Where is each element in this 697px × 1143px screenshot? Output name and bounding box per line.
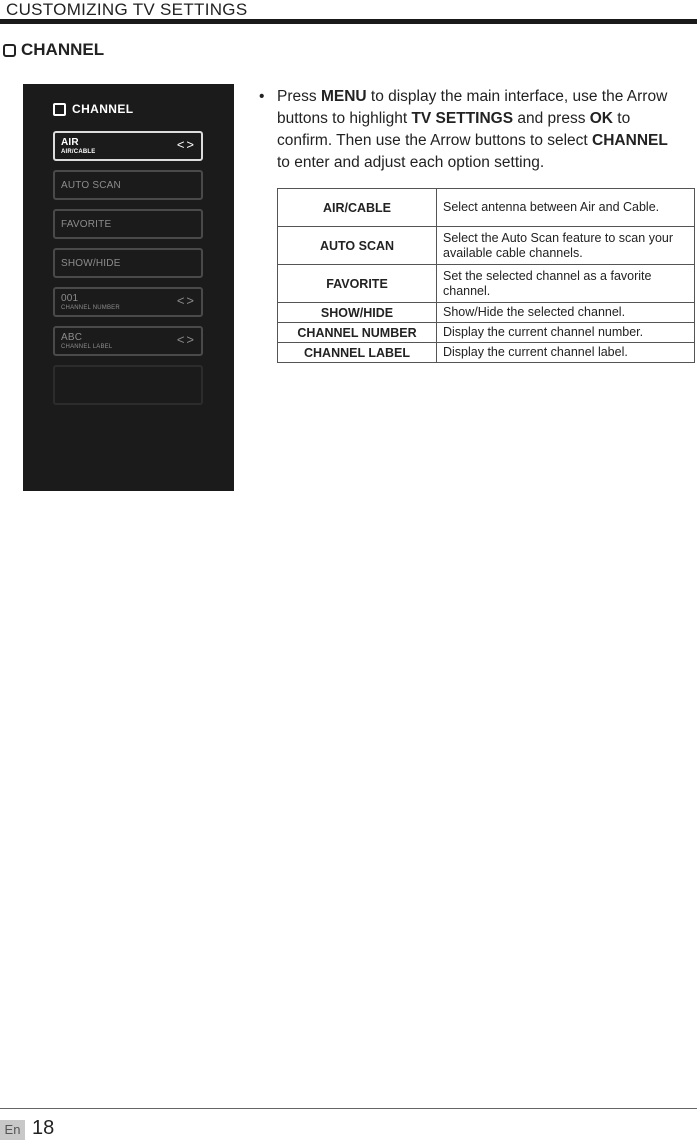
setting-name: AUTO SCAN: [278, 227, 437, 265]
page-number: 18: [32, 1117, 55, 1139]
settings-table: [277, 188, 695, 363]
instruction-segment: to confirm. Then use the Arrow buttons to select: [277, 110, 631, 149]
setting-description: Select the Auto Scan feature to scan your available cable channels.: [437, 227, 695, 265]
tv-menu-item-label: FAVORITE: [61, 219, 112, 230]
instruction-segment: Press: [277, 88, 321, 105]
section-heading: [3, 40, 104, 60]
setting-name: SHOW/HIDE: [278, 303, 437, 323]
tv-menu-screenshot: [23, 84, 234, 491]
setting-description: Show/Hide the selected channel.: [437, 303, 695, 323]
bullet: •: [259, 88, 265, 105]
tv-menu-title: [53, 102, 133, 116]
left-right-arrows-icon: <>: [176, 332, 196, 347]
tv-menu-item-label: CHANNEL LABEL: [61, 344, 113, 350]
keyword-tv-settings: TV SETTINGS: [411, 110, 514, 127]
setting-name: CHANNEL LABEL: [278, 343, 437, 363]
keyword-ok: OK: [589, 110, 613, 127]
tv-menu-item-auto-scan: [53, 170, 203, 200]
tv-menu-item-channel-number: [53, 287, 203, 317]
instruction-segment: and press: [513, 110, 590, 127]
left-right-arrows-icon: <>: [176, 137, 196, 152]
left-right-arrows-icon: <>: [176, 293, 196, 308]
tv-menu-item-label: CHANNEL NUMBER: [61, 305, 120, 311]
setting-description: Display the current channel number.: [437, 323, 695, 343]
footer-rule: [0, 1108, 697, 1109]
table-row: [278, 303, 695, 323]
header-rule: [0, 19, 697, 24]
tv-menu-item-value: 001: [61, 293, 79, 304]
setting-description: Display the current channel label.: [437, 343, 695, 363]
language-badge: En: [0, 1120, 25, 1140]
square-outline-icon: [3, 44, 16, 57]
keyword-channel: CHANNEL: [592, 132, 668, 149]
tv-menu-item-label: SHOW/HIDE: [61, 258, 121, 269]
setting-description: Select antenna between Air and Cable.: [437, 189, 695, 227]
tv-menu-empty-slot: [53, 365, 203, 405]
tv-menu-item-channel-label: [53, 326, 203, 356]
tv-menu-item-value: AIR: [61, 137, 79, 148]
setting-name: AIR/CABLE: [278, 189, 437, 227]
table-row: [278, 227, 695, 265]
table-row: [278, 189, 695, 227]
table-row: [278, 323, 695, 343]
table-row: [278, 265, 695, 303]
setting-name: FAVORITE: [278, 265, 437, 303]
page-header-title: CUSTOMIZING TV SETTINGS: [6, 0, 248, 19]
tv-menu-item-show-hide: [53, 248, 203, 278]
keyword-menu: MENU: [320, 88, 367, 105]
square-outline-icon: [53, 103, 66, 116]
instruction-text: [277, 86, 679, 174]
tv-menu-item-favorite: [53, 209, 203, 239]
tv-menu-item-air-cable: [53, 131, 203, 161]
instruction-segment: to display the main interface, use the Arrow buttons to highlight: [277, 88, 668, 127]
setting-description: Set the selected channel as a favorite channel.: [437, 265, 695, 303]
tv-menu-title-text: CHANNEL: [72, 102, 134, 116]
tv-menu-item-label: AIR/CABLE: [61, 149, 96, 155]
setting-name: CHANNEL NUMBER: [278, 323, 437, 343]
section-title: CHANNEL: [21, 40, 105, 59]
table-row: [278, 343, 695, 363]
tv-menu-item-label: AUTO SCAN: [61, 180, 121, 191]
instructions: [259, 86, 679, 174]
instruction-segment: to enter and adjust each option setting.: [277, 154, 545, 171]
tv-menu-item-value: ABC: [61, 332, 83, 343]
